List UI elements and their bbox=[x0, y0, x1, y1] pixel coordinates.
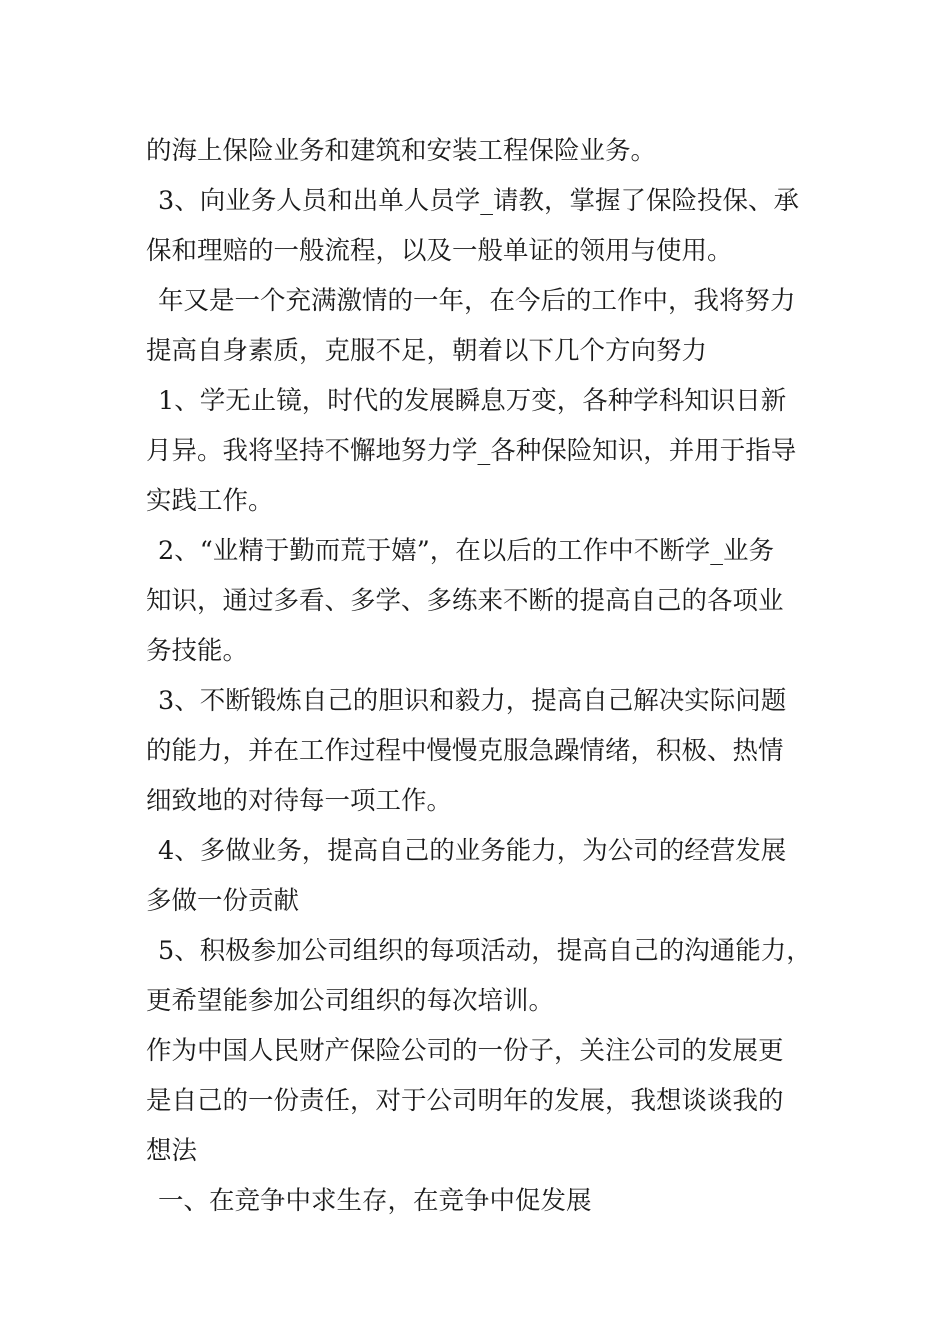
text-line: 2、“业精于勤而荒于嬉”，在以后的工作中不断学_业务 bbox=[158, 536, 775, 566]
text-line: 知识，通过多看、多学、多练来不断的提高自己的各项业 bbox=[146, 586, 784, 616]
text-line: 多做一份贡献 bbox=[146, 886, 300, 916]
text-line: 提高自身素质，克服不足，朝着以下几个方向努力 bbox=[146, 336, 708, 366]
text-line: 的能力，并在工作过程中慢慢克服急躁情绪，积极、热情 bbox=[146, 736, 784, 766]
text-line: 是自己的一份责任，对于公司明年的发展，我想谈谈我的 bbox=[146, 1086, 784, 1116]
text-line: 3、不断锻炼自己的胆识和毅力，提高自己解决实际问题 bbox=[158, 686, 787, 716]
text-line: 细致地的对待每一项工作。 bbox=[146, 786, 453, 816]
text-line: 保和理赔的一般流程，以及一般单证的领用与使用。 bbox=[146, 236, 733, 266]
text-line: 月异。我将坚持不懈地努力学_各种保险知识，并用于指导 bbox=[146, 436, 797, 466]
text-line: 实践工作。 bbox=[146, 486, 274, 516]
text-line: 务技能。 bbox=[146, 636, 249, 666]
text-line: 4、多做业务，提高自己的业务能力，为公司的经营发展 bbox=[158, 836, 787, 866]
text-line: 5、积极参加公司组织的每项活动，提高自己的沟通能力， bbox=[158, 936, 812, 966]
text-line: 更希望能参加公司组织的每次培训。 bbox=[146, 986, 555, 1016]
text-line: 年又是一个充满激情的一年，在今后的工作中，我将努力 bbox=[158, 286, 796, 316]
text-line: 作为中国人民财产保险公司的一份子，关注公司的发展更 bbox=[146, 1036, 784, 1066]
text-line: 3、向业务人员和出单人员学_请教，掌握了保险投保、承 bbox=[158, 186, 799, 216]
text-line: 的海上保险业务和建筑和安装工程保险业务。 bbox=[146, 136, 657, 166]
text-line: 一、在竞争中求生存，在竞争中促发展 bbox=[158, 1186, 592, 1216]
text-line: 1、学无止镜，时代的发展瞬息万变，各种学科知识日新 bbox=[158, 386, 787, 416]
text-line: 想法 bbox=[146, 1136, 198, 1166]
